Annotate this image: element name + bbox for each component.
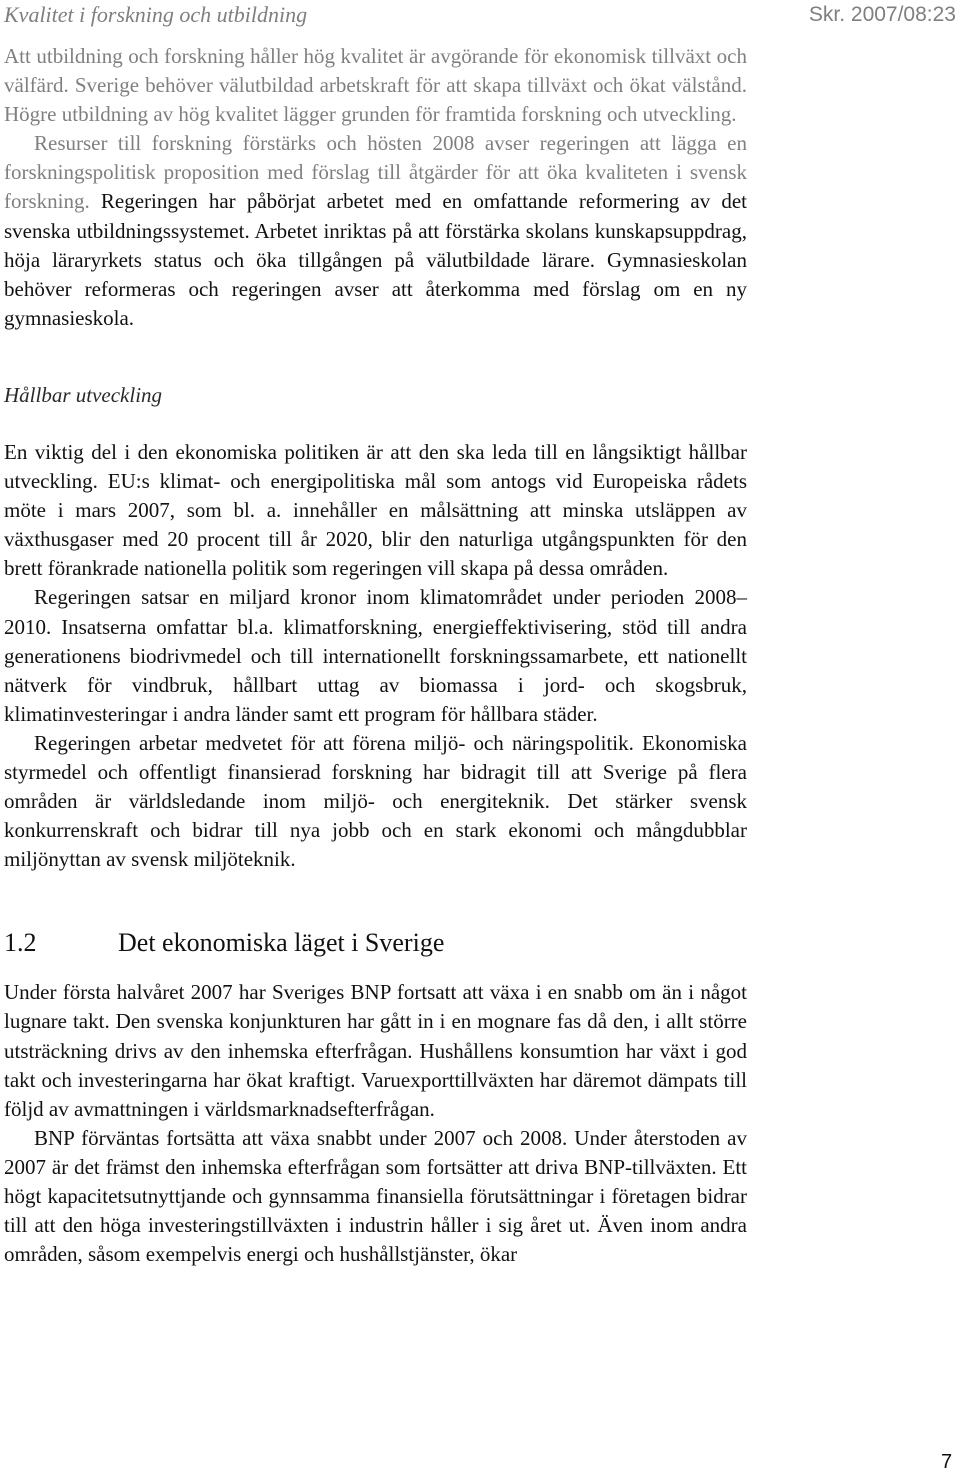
paragraph-research-resources-rest: Regeringen har påbörjat arbetet med en omfattande reformering av det svenska utbildningssystemet. Arbetet inriktas på att förstärka skolans kunskapsuppdrag, höja läraryrkets status och öka tillgången på välutbildade lärare. Gymnasieskolan behöver reformeras och regeringen avser att återkomma med förslag om en ny gymnasieskola. <box>4 189 747 330</box>
paragraph-climate-goals: En viktig del i den ekonomiska politiken är att den ska leda till en långsiktigt hållbar utveckling. EU:s klimat- och energipolitiska mål som antogs vid Europeiska rådets möte i mars 2007, som bl. a. innehåller en målsättning att minska utsläppen av växthusgaser med 20 procent till år 2020, blir den naturliga utgångspunkten för den brett förankrade nationella politik som regeringen vill skapa på dessa områden. <box>4 439 747 581</box>
paragraph-environment-policy: Regeringen arbetar medvetet för att förena miljö- och näringspolitik. Ekonomiska styrmedel och offentligt finansierad forskning har bidragit till att Sverige på flera områden är världsledande inom miljö- och energiteknik. Det stärker svensk konkurrenskraft och bidrar till nya jobb och en stark ekonomi och mångdubblar miljönyttan av svensk miljöteknik. <box>4 730 747 872</box>
page-body <box>4 42 747 1269</box>
paragraph-research-resources-lead: Resurser till forskning förstärks och hösten 2008 avser regeringen att lägga en forskningspolitisk proposition med förslag till åtgärder för att öka kvaliteten i svensk forskning. <box>4 131 747 214</box>
paragraph-gdp-forecast: BNP förväntas fortsätta att växa snabbt under 2007 och 2008. Under återstoden av 2007 är det främst den inhemska efterfrågan som fortsätter att driva BNP-tillväxten. Ett högt kapacitetsutnyttjande och gynnsamma finansiella förutsättningar i företagen bidrar till att den höga investeringstillväxten i industrin håller i sig året ut. Även inom andra områden, såsom exempelvis energi och hushållstjänster, ökar <box>4 1125 747 1267</box>
header-chapter-title: Kvalitet i forskning och utbildning <box>4 2 308 27</box>
subheading-sustainable-development: Hållbar utveckling <box>4 382 163 407</box>
section-title: Det ekonomiska läget i Sverige <box>118 928 445 958</box>
section-number: 1.2 <box>4 928 37 958</box>
paragraph-research-resources <box>4 129 747 333</box>
paragraph-climate-investment: Regeringen satsar en miljard kronor inom klimatområdet under perioden 2008–2010. Insatserna omfattar bl.a. klimatforskning, energieffektivisering, stöd till andra generationens biodrivmedel och till internationellt forskningssamarbete, ett nationellt nätverk för vindbruk, hållbart uttag av biomassa i jord- och skogsbruk, klimatinvesteringar i andra länder samt ett program för hållbara städer. <box>4 585 747 726</box>
header-document-id: Skr. 2007/08:23 <box>808 3 956 26</box>
page-number: 7 <box>941 1451 953 1473</box>
section-heading <box>4 926 747 960</box>
paragraph-quality-intro: Att utbildning och forskning håller hög kvalitet är avgörande för ekonomisk tillväxt och välfärd. Sverige behöver välutbildad arbetskraft för att skapa tillväxt och ökat välstånd. Högre utbildning av hög kvalitet lägger grunden för framtida forskning och utveckling. <box>4 44 747 127</box>
running-header <box>4 0 956 30</box>
paragraph-economic-situation: Under första halvåret 2007 har Sveriges BNP fortsatt att växa i en snabb om än i något lugnare takt. Den svenska konjunkturen har gått in i en mognare fas då den, i allt större utsträckning drivs av den inhemska efterfrågan. Hushållens konsumtion har växt i god takt och investeringarna har ökat kraftigt. Varuexporttillväxten har däremot dämpats till följd av avmattningen i världsmarknadsefterfrågan. <box>4 980 747 1121</box>
